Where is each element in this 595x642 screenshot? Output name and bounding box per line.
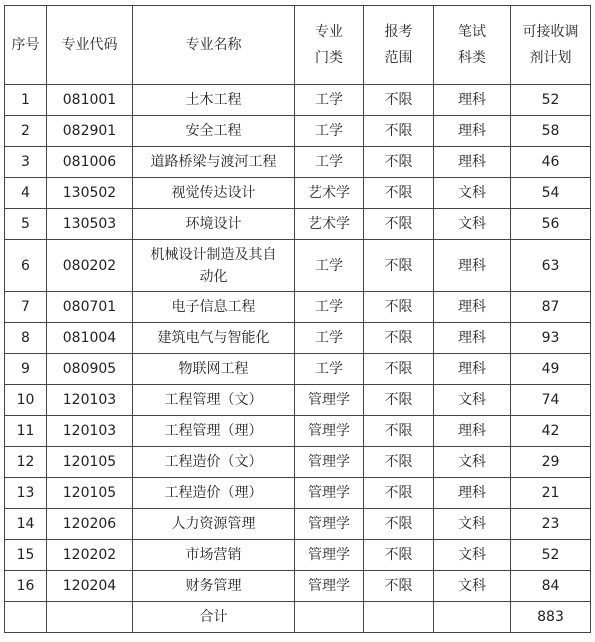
- cell-subject: 文科: [434, 209, 511, 240]
- cell-range: 不限: [364, 209, 434, 240]
- cell-plan: 87: [511, 292, 591, 323]
- cell-name: 工程管理（文）: [133, 385, 295, 416]
- cell-category: 工学: [295, 240, 364, 292]
- total-empty-cell: [5, 602, 47, 633]
- header-range: 报考 范围: [364, 6, 434, 85]
- cell-name: 机械设计制造及其自 动化: [133, 240, 295, 292]
- table-row: [5, 323, 591, 354]
- total-label: 合计: [133, 602, 295, 633]
- cell-subject: 理科: [434, 240, 511, 292]
- cell-seq: 9: [5, 354, 47, 385]
- cell-code: 120105: [47, 478, 133, 509]
- cell-name: 电子信息工程: [133, 292, 295, 323]
- cell-code: 081006: [47, 147, 133, 178]
- cell-seq: 13: [5, 478, 47, 509]
- cell-category: 艺术学: [295, 178, 364, 209]
- cell-category: 管理学: [295, 385, 364, 416]
- cell-range: 不限: [364, 178, 434, 209]
- header-subject: 笔试 科类: [434, 6, 511, 85]
- table-row: [5, 85, 591, 116]
- cell-category: 工学: [295, 323, 364, 354]
- cell-range: 不限: [364, 85, 434, 116]
- cell-seq: 14: [5, 509, 47, 540]
- cell-category: 工学: [295, 147, 364, 178]
- cell-seq: 10: [5, 385, 47, 416]
- cell-category: 管理学: [295, 478, 364, 509]
- cell-category: 艺术学: [295, 209, 364, 240]
- cell-range: 不限: [364, 240, 434, 292]
- cell-seq: 12: [5, 447, 47, 478]
- cell-plan: 74: [511, 385, 591, 416]
- header-category: 专业 门类: [295, 6, 364, 85]
- cell-category: 管理学: [295, 540, 364, 571]
- cell-name: 物联网工程: [133, 354, 295, 385]
- cell-subject: 文科: [434, 571, 511, 602]
- cell-subject: 文科: [434, 509, 511, 540]
- cell-subject: 理科: [434, 416, 511, 447]
- total-empty-cell: [434, 602, 511, 633]
- cell-code: 082901: [47, 116, 133, 147]
- cell-code: 081004: [47, 323, 133, 354]
- table-row: [5, 354, 591, 385]
- cell-code: 130503: [47, 209, 133, 240]
- cell-range: 不限: [364, 323, 434, 354]
- cell-range: 不限: [364, 416, 434, 447]
- cell-range: 不限: [364, 354, 434, 385]
- cell-seq: 16: [5, 571, 47, 602]
- cell-subject: 文科: [434, 540, 511, 571]
- header-name: 专业名称: [133, 6, 295, 85]
- cell-seq: 4: [5, 178, 47, 209]
- table-row: [5, 116, 591, 147]
- cell-seq: 6: [5, 240, 47, 292]
- cell-plan: 46: [511, 147, 591, 178]
- cell-category: 管理学: [295, 416, 364, 447]
- total-row: [5, 602, 591, 633]
- cell-range: 不限: [364, 292, 434, 323]
- cell-name: 建筑电气与智能化: [133, 323, 295, 354]
- cell-plan: 23: [511, 509, 591, 540]
- table-row: [5, 447, 591, 478]
- cell-code: 120202: [47, 540, 133, 571]
- table-row: [5, 571, 591, 602]
- cell-code: 080202: [47, 240, 133, 292]
- table-row: [5, 416, 591, 447]
- cell-name: 人力资源管理: [133, 509, 295, 540]
- header-row: [5, 6, 591, 85]
- cell-code: 080701: [47, 292, 133, 323]
- cell-name: 安全工程: [133, 116, 295, 147]
- table-row: [5, 240, 591, 292]
- header-code: 专业代码: [47, 6, 133, 85]
- cell-seq: 7: [5, 292, 47, 323]
- cell-seq: 3: [5, 147, 47, 178]
- table-row: [5, 178, 591, 209]
- cell-range: 不限: [364, 571, 434, 602]
- cell-subject: 理科: [434, 354, 511, 385]
- total-plan: 883: [511, 602, 591, 633]
- cell-range: 不限: [364, 385, 434, 416]
- cell-name: 道路桥梁与渡河工程: [133, 147, 295, 178]
- cell-seq: 15: [5, 540, 47, 571]
- cell-plan: 58: [511, 116, 591, 147]
- cell-seq: 11: [5, 416, 47, 447]
- cell-seq: 8: [5, 323, 47, 354]
- cell-seq: 2: [5, 116, 47, 147]
- cell-plan: 42: [511, 416, 591, 447]
- header-seq: 序号: [5, 6, 47, 85]
- total-empty-cell: [295, 602, 364, 633]
- cell-code: 120206: [47, 509, 133, 540]
- header-plan: 可接收调 剂计划: [511, 6, 591, 85]
- cell-plan: 56: [511, 209, 591, 240]
- cell-range: 不限: [364, 509, 434, 540]
- cell-subject: 理科: [434, 116, 511, 147]
- cell-code: 081001: [47, 85, 133, 116]
- cell-plan: 63: [511, 240, 591, 292]
- cell-category: 工学: [295, 354, 364, 385]
- cell-plan: 84: [511, 571, 591, 602]
- table-row: [5, 478, 591, 509]
- cell-seq: 1: [5, 85, 47, 116]
- total-empty-cell: [364, 602, 434, 633]
- cell-name: 土木工程: [133, 85, 295, 116]
- cell-category: 工学: [295, 116, 364, 147]
- cell-seq: 5: [5, 209, 47, 240]
- cell-code: 120103: [47, 416, 133, 447]
- cell-name: 视觉传达设计: [133, 178, 295, 209]
- cell-subject: 文科: [434, 447, 511, 478]
- adjustment-plan-table: [4, 5, 591, 633]
- table-row: [5, 385, 591, 416]
- table-row: [5, 292, 591, 323]
- table-row: [5, 540, 591, 571]
- cell-range: 不限: [364, 540, 434, 571]
- cell-subject: 理科: [434, 478, 511, 509]
- cell-name: 工程管理（理）: [133, 416, 295, 447]
- cell-category: 工学: [295, 85, 364, 116]
- cell-subject: 理科: [434, 323, 511, 354]
- cell-name: 工程造价（文）: [133, 447, 295, 478]
- cell-name: 工程造价（理）: [133, 478, 295, 509]
- cell-range: 不限: [364, 478, 434, 509]
- total-empty-cell: [47, 602, 133, 633]
- cell-subject: 文科: [434, 385, 511, 416]
- cell-code: 120105: [47, 447, 133, 478]
- cell-subject: 理科: [434, 292, 511, 323]
- cell-plan: 93: [511, 323, 591, 354]
- cell-subject: 理科: [434, 85, 511, 116]
- table-row: [5, 147, 591, 178]
- cell-range: 不限: [364, 147, 434, 178]
- cell-plan: 49: [511, 354, 591, 385]
- table-row: [5, 209, 591, 240]
- cell-subject: 文科: [434, 178, 511, 209]
- cell-category: 管理学: [295, 447, 364, 478]
- cell-plan: 52: [511, 540, 591, 571]
- cell-name: 财务管理: [133, 571, 295, 602]
- cell-category: 管理学: [295, 509, 364, 540]
- cell-name: 市场营销: [133, 540, 295, 571]
- cell-range: 不限: [364, 116, 434, 147]
- cell-plan: 54: [511, 178, 591, 209]
- cell-code: 120103: [47, 385, 133, 416]
- cell-plan: 21: [511, 478, 591, 509]
- cell-plan: 52: [511, 85, 591, 116]
- cell-name: 环境设计: [133, 209, 295, 240]
- cell-category: 管理学: [295, 571, 364, 602]
- cell-code: 120204: [47, 571, 133, 602]
- cell-subject: 理科: [434, 147, 511, 178]
- cell-code: 130502: [47, 178, 133, 209]
- table-row: [5, 509, 591, 540]
- cell-code: 080905: [47, 354, 133, 385]
- cell-category: 工学: [295, 292, 364, 323]
- cell-range: 不限: [364, 447, 434, 478]
- cell-plan: 29: [511, 447, 591, 478]
